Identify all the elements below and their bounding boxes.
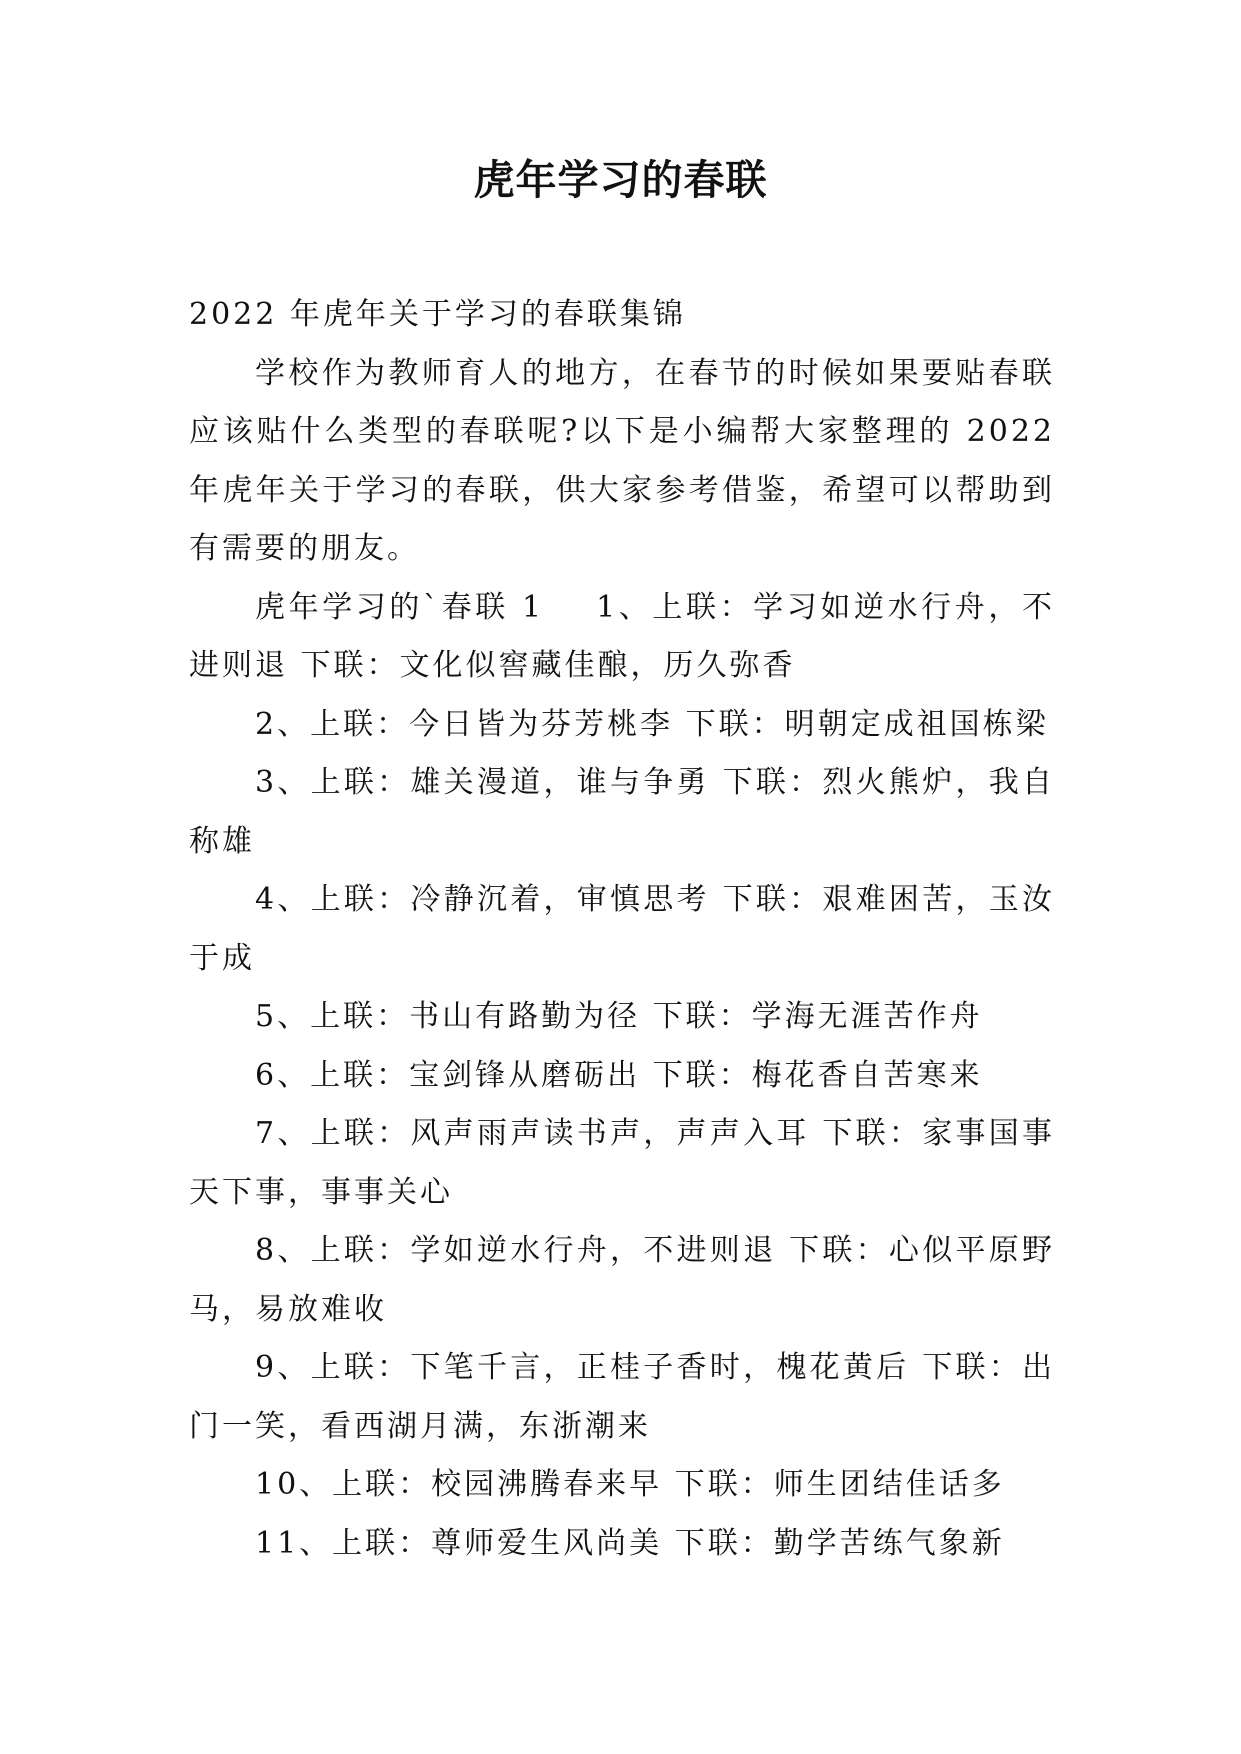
couplet-item-5: 5、上联：书山有路勤为径 下联：学海无涯苦作舟 xyxy=(255,999,983,1034)
document-title: 虎年学习的春联 xyxy=(473,156,768,204)
couplet-item-1 xyxy=(189,579,1055,696)
couplet-item-7: 7、上联：风声雨声读书声，声声入耳 下联：家事国事天下事，事事关心 xyxy=(189,1116,1055,1210)
couplet-text: 1、上联：学习如逆水行舟，不进则退 下联：文化似窖藏佳酿，历久弥香 xyxy=(189,589,1055,683)
couplet-item-3: 3、上联：雄关漫道，谁与争勇 下联：烈火熊炉，我自称雄 xyxy=(189,765,1055,859)
couplet-item-6: 6、上联：宝剑锋从磨砺出 下联：梅花香自苦寒来 xyxy=(255,1057,983,1093)
couplet-item-4: 4、上联：冷静沉着，审慎思考 下联：艰难困苦，玉汝于成 xyxy=(189,882,1055,976)
document-body xyxy=(189,286,1055,1573)
couplet-item-10: 10、上联：校园沸腾春来早 下联：师生团结佳话多 xyxy=(255,1467,1005,1502)
section-heading: 虎年学习的`春联 1 xyxy=(255,589,545,625)
couplet-item-8: 8、上联：学如逆水行舟，不进则退 下联：心似平原野马，易放难收 xyxy=(189,1233,1055,1327)
intro-paragraph: 学校作为教师育人的地方，在春节的时候如果要贴春联应该贴什么类型的春联呢?以下是小编帮大家整理的 2022 年虎年关于学习的春联，供大家参考借鉴，希望可以帮助到有需要的朋友。 xyxy=(189,355,1055,566)
couplet-item-9: 9、上联：下笔千言，正桂子香时，槐花黄后 下联：出门一笑，看西湖月满，东浙潮来 xyxy=(189,1350,1055,1444)
subtitle-paragraph: 2022 年虎年关于学习的春联集锦 xyxy=(189,297,686,332)
couplet-item-11: 11、上联：尊师爱生风尚美 下联：勤学苦练气象新 xyxy=(255,1525,1005,1561)
couplet-item-2: 2、上联：今日皆为芬芳桃李 下联：明朝定成祖国栋梁 xyxy=(255,706,1049,742)
